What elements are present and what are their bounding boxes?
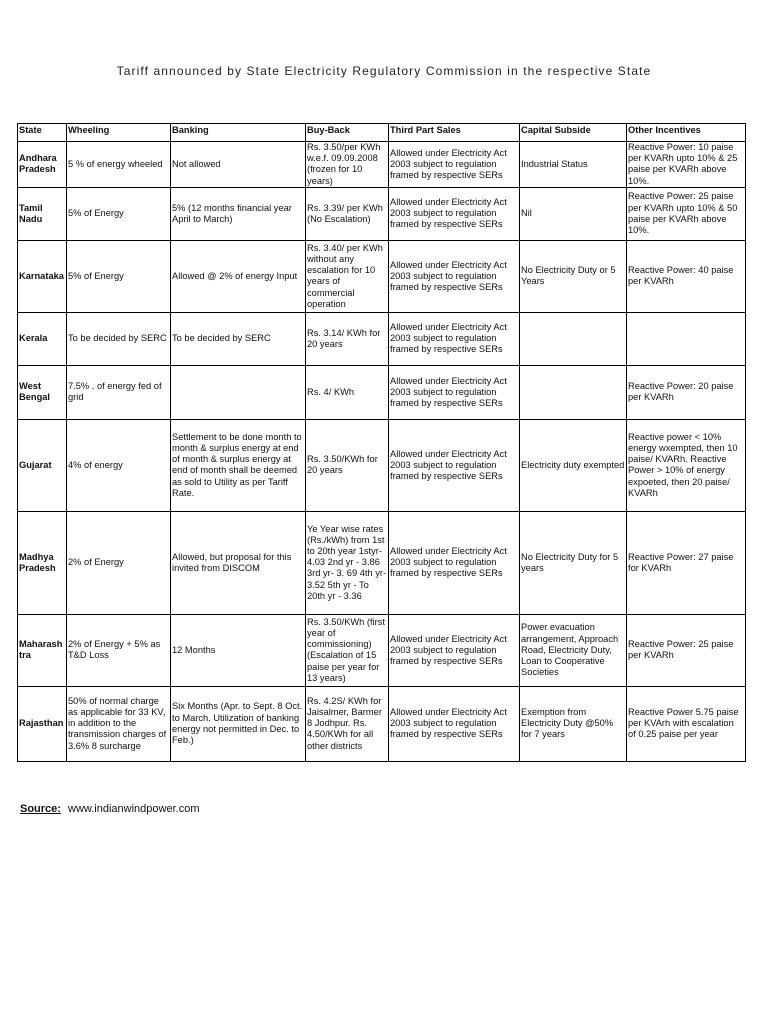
cell-buy-back: Rs. 3.39/ per KWh (No Escalation) (306, 187, 389, 240)
cell-capital-subside: Electricity duty exempted (520, 419, 627, 511)
table-row (18, 686, 746, 761)
cell-state: Madhya Pradesh (18, 511, 67, 614)
column-header-other-incentives: Other Incentives (627, 124, 746, 142)
cell-buy-back: Rs. 3.50/KWh (first year of commissioning) (Escalation of 15 paise per year for 13 years) (306, 614, 389, 686)
cell-banking: Settlement to be done month to month & surplus energy at end of month & surplus energy at end of month shall be deemed as sold to Utility as per Tariff Rate. (171, 419, 306, 511)
cell-capital-subside: Exemption from Electricity Duty @50% for 7 years (520, 686, 627, 761)
cell-state: Andhara Pradesh (18, 142, 67, 188)
table-row (18, 240, 746, 312)
page-title: Tariff announced by State Electricity Regulatory Commission in the respective State (116, 64, 652, 78)
cell-other-incentives (627, 312, 746, 365)
cell-wheeling: 5 % of energy wheeled (67, 142, 171, 188)
cell-third-part-sales: Allowed under Electricity Act 2003 subject to regulation framed by respective SERs (389, 614, 520, 686)
column-header-buy-back: Buy-Back (306, 124, 389, 142)
cell-buy-back: Ye Year wise rates (Rs./kWh) from 1st to 20th year 1styr- 4.03 2nd yr - 3.86 3rd yr- 3. 69 4th yr- 3.52 5th yr - To 20th yr - 3.36 (306, 511, 389, 614)
cell-third-part-sales: Allowed under Electricity Act 2003 subject to regulation framed by respective SERs (389, 142, 520, 188)
cell-wheeling: 2% of Energy (67, 511, 171, 614)
cell-capital-subside (520, 312, 627, 365)
cell-banking: 5% (12 months financial year April to March) (171, 187, 306, 240)
cell-buy-back: Rs. 3.50/per KWh w.e.f. 09.09.2008 (frozen for 10 years) (306, 142, 389, 188)
cell-other-incentives: Reactive Power: 20 paise per KVARh (627, 365, 746, 419)
cell-buy-back: Rs. 3.50/KWh for 20 years (306, 419, 389, 511)
cell-banking: 12 Months (171, 614, 306, 686)
cell-third-part-sales: Allowed under Electricity Act 2003 subject to regulation framed by respective SERs (389, 419, 520, 511)
table-row (18, 419, 746, 511)
source-url: www.indianwindpower.com (68, 803, 200, 815)
cell-capital-subside (520, 365, 627, 419)
cell-wheeling: 7.5% . of energy fed of grid (67, 365, 171, 419)
cell-third-part-sales: Allowed under Electricity Act 2003 subject to regulation framed by respective SERs (389, 240, 520, 312)
cell-other-incentives: Reactive power < 10% energy wxempted, then 10 paise/ KVARh. Reactive Power > 10% of energy expoeted, then 20 paise/ KVARh (627, 419, 746, 511)
table-row (18, 511, 746, 614)
cell-buy-back: Rs. 4.2S/ KWh for Jaisalmer, Barmer 8 Jodhpur. Rs. 4.50/KWh for all other districts (306, 686, 389, 761)
column-header-third-part-sales: Third Part Sales (389, 124, 520, 142)
cell-other-incentives: Reactive Power: 25 paise per KVARh (627, 614, 746, 686)
cell-buy-back: Rs. 3.40/ per KWh without any escalation for 10 years of commercial operation (306, 240, 389, 312)
cell-wheeling: To be decided by SERC (67, 312, 171, 365)
cell-state: Kerala (18, 312, 67, 365)
column-header-capital-subside: Capital Subside (520, 124, 627, 142)
cell-state: West Bengal (18, 365, 67, 419)
cell-third-part-sales: Allowed under Electricity Act 2003 subject to regulation framed by respective SERs (389, 511, 520, 614)
cell-wheeling: 5% of Energy (67, 187, 171, 240)
cell-third-part-sales: Allowed under Electricity Act 2003 subject to regulation framed by respective SERs (389, 187, 520, 240)
tariff-table (17, 123, 746, 762)
cell-wheeling: 2% of Energy + 5% as T&D Loss (67, 614, 171, 686)
cell-banking: Allowed, but proposal for this invited from DISCOM (171, 511, 306, 614)
cell-other-incentives: Reactive Power: 10 paise per KVARh upto 10% & 25 paise per KVARh above 10%. (627, 142, 746, 188)
cell-other-incentives: Reactive Power: 25 paise per KVARh upto 10% & 50 paise per KVARh above 10%. (627, 187, 746, 240)
cell-third-part-sales: Allowed under Electricity Act 2003 subject to regulation framed by respective SERs (389, 365, 520, 419)
cell-buy-back: Rs. 4/ KWh (306, 365, 389, 419)
cell-capital-subside: Industrial Status (520, 142, 627, 188)
cell-banking (171, 365, 306, 419)
cell-third-part-sales: Allowed under Electricity Act 2003 subject to regulation framed by respective SERs (389, 686, 520, 761)
cell-state: Rajasthan (18, 686, 67, 761)
column-header-banking: Banking (171, 124, 306, 142)
cell-capital-subside: Power evacuation arrangement, Approach Road, Electricity Duty, Loan to Cooperative Societies (520, 614, 627, 686)
column-header-state: State (18, 124, 67, 142)
cell-state: Tamil Nadu (18, 187, 67, 240)
cell-capital-subside: Nil (520, 187, 627, 240)
table-row (18, 365, 746, 419)
cell-wheeling: 50% of normal charge as applicable for 33 KV, in addition to the transmission charges of 3.6% 8 surcharge (67, 686, 171, 761)
source-label: Source: (20, 803, 61, 815)
table-row (18, 142, 746, 188)
cell-other-incentives: Reactive Power: 40 paise per KVARh (627, 240, 746, 312)
source-note (20, 803, 199, 815)
table-row (18, 187, 746, 240)
cell-state: Maharashtra (18, 614, 67, 686)
table-header-row (18, 124, 746, 142)
cell-wheeling: 5% of Energy (67, 240, 171, 312)
cell-buy-back: Rs. 3.14/ KWh for 20 years (306, 312, 389, 365)
cell-banking: To be decided by SERC (171, 312, 306, 365)
cell-third-part-sales: Allowed under Electricity Act 2003 subject to regulation framed by respective SERs (389, 312, 520, 365)
table-row (18, 312, 746, 365)
cell-state: Karnataka (18, 240, 67, 312)
cell-banking: Allowed @ 2% of energy Input (171, 240, 306, 312)
cell-other-incentives: Reactive Power: 27 paise for KVARh (627, 511, 746, 614)
cell-banking: Not allowed (171, 142, 306, 188)
cell-state: Gujarat (18, 419, 67, 511)
cell-capital-subside: No Electricity Duty or 5 Years (520, 240, 627, 312)
column-header-wheeling: Wheeling (67, 124, 171, 142)
cell-capital-subside: No Electricity Duty for 5 years (520, 511, 627, 614)
cell-other-incentives: Reactive Power 5.75 paise per KVArh with escalation of 0.25 paise per year (627, 686, 746, 761)
table-row (18, 614, 746, 686)
cell-banking: Six Months (Apr. to Sept. 8 Oct. to March. Utilization of banking energy not permitted in Dec. to Feb.) (171, 686, 306, 761)
cell-wheeling: 4% of energy (67, 419, 171, 511)
